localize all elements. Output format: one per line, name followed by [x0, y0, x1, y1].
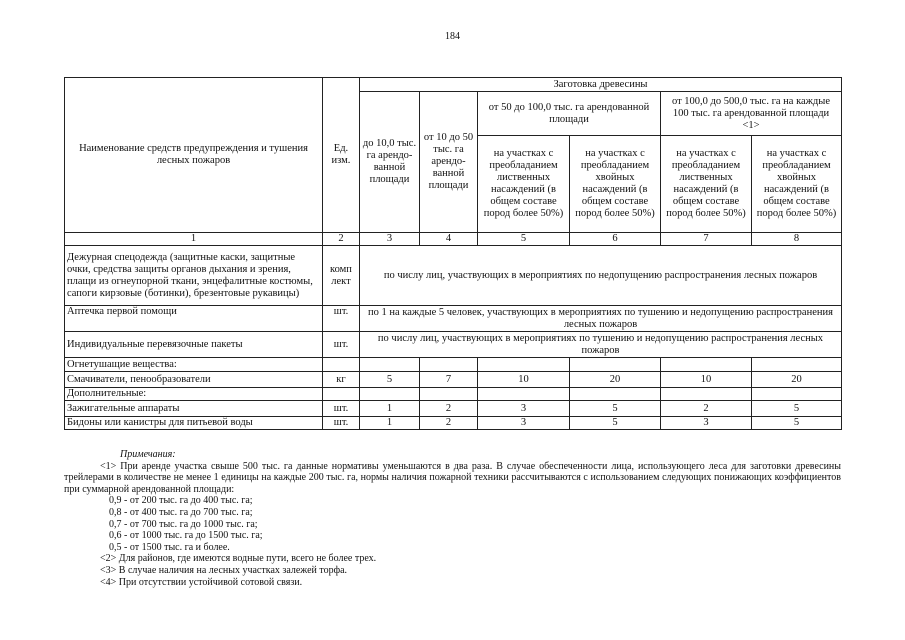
- table-row: [65, 358, 842, 372]
- row-norm-text: по числу лиц, участвующих в мероприятиях по тушению и недопущению распространения лесных пожаров: [360, 332, 842, 358]
- row-name: Смачиватели, пенообразователи: [65, 372, 323, 388]
- row-unit: шт.: [323, 332, 360, 358]
- column-number: 8: [752, 233, 842, 246]
- header-col-4: от 10 до 50 тыс. га арендо-ванной площади: [420, 92, 478, 233]
- row-value: 10: [661, 372, 752, 388]
- row-value: 5: [360, 372, 420, 388]
- row-value: [360, 388, 420, 401]
- coefficient-item: 0,7 - от 700 тыс. га до 1000 тыс. га;: [109, 518, 258, 530]
- row-value: [752, 358, 842, 372]
- row-name: Бидоны или канистры для питьевой воды: [65, 417, 323, 430]
- header-unit-column: Ед. изм.: [323, 78, 360, 233]
- row-value: [570, 358, 661, 372]
- header-group-50-100: от 50 до 100,0 тыс. га арендованной площади: [478, 92, 661, 136]
- fire-equipment-norms-table: [64, 77, 842, 430]
- header-col-8: на участках с преобладанием хвойных насаждений (в общем составе пород более 50%): [752, 136, 842, 233]
- row-value: 20: [570, 372, 661, 388]
- row-name: Дополнительные:: [65, 388, 323, 401]
- row-unit: комп лект: [323, 246, 360, 306]
- row-value: [478, 388, 570, 401]
- row-name: Зажигательные аппараты: [65, 401, 323, 417]
- row-value: [661, 358, 752, 372]
- row-norm-text: по 1 на каждые 5 человек, участвующих в мероприятиях по тушению и недопущению распространения лесных пожаров: [360, 306, 842, 332]
- column-number: 4: [420, 233, 478, 246]
- row-unit: шт.: [323, 306, 360, 332]
- notes-section: [64, 449, 841, 588]
- table-row: [65, 372, 842, 388]
- row-value: 5: [570, 417, 661, 430]
- coefficient-item: 0,8 - от 400 тыс. га до 700 тыс. га;: [109, 506, 253, 518]
- page-number: 184: [445, 31, 460, 42]
- row-unit: [323, 358, 360, 372]
- column-number: 5: [478, 233, 570, 246]
- row-value: 2: [420, 401, 478, 417]
- coefficient-item: 0,9 - от 200 тыс. га до 400 тыс. га;: [109, 495, 253, 507]
- note-1: <1> При аренде участка свыше 500 тыс. га данные нормативы уменьшаются в два раза. В случае обеспеченности лица, использующего леса для заготовки древесины трейлерами в количестве не менее 1 единицы на каждые 200 тыс. га, нормы наличия пожарной техники рассчитываются с использованием следующих понижающих коэффициентов при суммарной арендованной площади:: [64, 460, 841, 495]
- notes-title: Примечания:: [120, 449, 176, 460]
- row-value: [420, 388, 478, 401]
- row-value: 5: [752, 417, 842, 430]
- note-2: <2> Для районов, где имеются водные пути, всего не более трех.: [100, 553, 377, 565]
- header-col-6: на участках с преобладанием хвойных насаждений (в общем составе пород более 50%): [570, 136, 661, 233]
- row-value: [661, 388, 752, 401]
- column-number: 7: [661, 233, 752, 246]
- table-row: [65, 417, 842, 430]
- header-name-column: Наименование средств предупреждения и тушения лесных пожаров: [65, 78, 323, 233]
- note-3: <3> В случае наличия на лесных участках залежей торфа.: [100, 564, 348, 576]
- row-value: 5: [570, 401, 661, 417]
- row-value: 3: [478, 401, 570, 417]
- row-name: Огнетушащие вещества:: [65, 358, 323, 372]
- column-number: 1: [65, 233, 323, 246]
- row-value: 5: [752, 401, 842, 417]
- row-unit: [323, 388, 360, 401]
- coefficient-item: 0,5 - от 1500 тыс. га и более.: [109, 541, 230, 553]
- table-row: [65, 401, 842, 417]
- row-unit: кг: [323, 372, 360, 388]
- row-value: 2: [661, 401, 752, 417]
- note-4: <4> При отсутствии устойчивой сотовой связи.: [100, 576, 303, 588]
- row-value: 3: [661, 417, 752, 430]
- row-value: 3: [478, 417, 570, 430]
- row-value: 7: [420, 372, 478, 388]
- row-value: [478, 358, 570, 372]
- row-name: Аптечка первой помощи: [65, 306, 323, 332]
- row-norm-text: по числу лиц, участвующих в мероприятиях по недопущению распространения лесных пожаров: [360, 246, 842, 306]
- header-group-100-500: от 100,0 до 500,0 тыс. га на каждые 100 тыс. га арендованной площади <1>: [661, 92, 842, 136]
- row-value: 1: [360, 401, 420, 417]
- row-value: [752, 388, 842, 401]
- column-number: 6: [570, 233, 661, 246]
- header-col-5: на участках с преобладанием лиственных насаждений (в общем составе пород более 50%): [478, 136, 570, 233]
- row-unit: шт.: [323, 417, 360, 430]
- row-name: Индивидуальные перевязочные пакеты: [65, 332, 323, 358]
- row-value: 2: [420, 417, 478, 430]
- row-value: [360, 358, 420, 372]
- column-number: 3: [360, 233, 420, 246]
- column-number: 2: [323, 233, 360, 246]
- row-value: [570, 388, 661, 401]
- coefficient-item: 0,6 - от 1000 тыс. га до 1500 тыс. га;: [109, 530, 263, 542]
- row-unit: шт.: [323, 401, 360, 417]
- table-row: [65, 388, 842, 401]
- row-value: [420, 358, 478, 372]
- row-value: 20: [752, 372, 842, 388]
- table-row: [65, 306, 842, 332]
- table-row: [65, 246, 842, 306]
- header-col-3: до 10,0 тыс. га арендо-ванной площади: [360, 92, 420, 233]
- header-col-7: на участках с преобладанием лиственных насаждений (в общем составе пород более 50%): [661, 136, 752, 233]
- row-value: 1: [360, 417, 420, 430]
- row-value: 10: [478, 372, 570, 388]
- header-timber-harvesting-group: Заготовка древесины: [360, 78, 842, 92]
- table-row: [65, 332, 842, 358]
- column-number-row: [65, 233, 842, 246]
- row-name: Дежурная спецодежда (защитные каски, защитные очки, средства защиты органов дыхания и зрения, плащи из огнеупорной ткани, энцефалитные костюмы, сапоги кирзовые (ботинки), брезентовые рукавицы): [65, 246, 323, 306]
